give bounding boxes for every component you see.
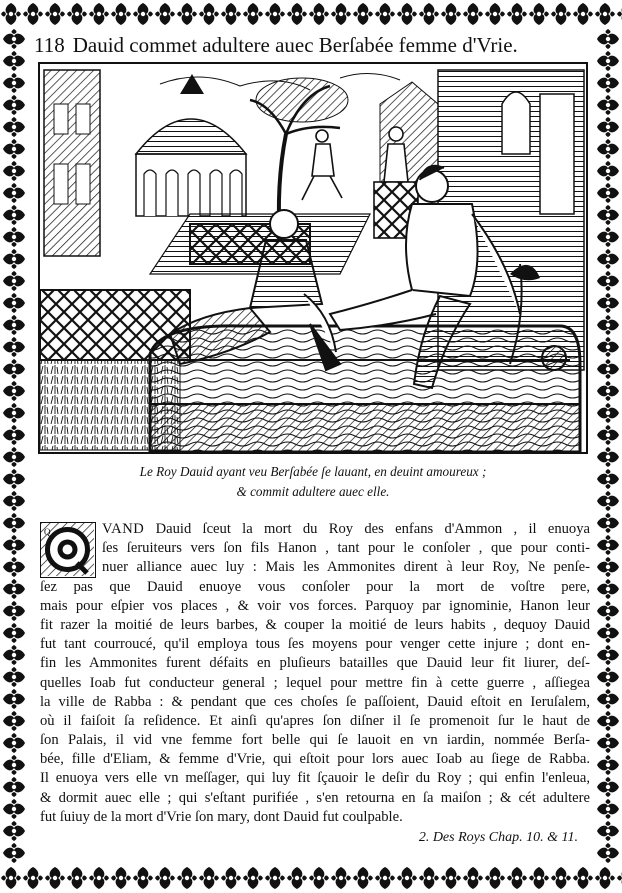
body-line: bée, fille d'Eliam, & femme d'Vrie, qui eſtoit pour lors auec Ioab au ſiege de Rabba.: [40, 751, 590, 768]
ornamental-border-bottom: [0, 864, 622, 893]
body-line: fit razer la moitié de leurs barbes, & couper la moitié de leurs habits , dequoy Dauid: [40, 616, 590, 633]
body-line: fin les Ammonites furent défaits en pluſieurs batailles que Dauid leur fit liurer, deſ-: [40, 655, 590, 672]
page-number: 118: [34, 33, 65, 57]
body-line: fut tant courroucé, qu'il employa tous ſes moyens pour venger cette injure ; dont en-: [40, 636, 590, 653]
body-line: ſes ſeruiteurs vers ſon fils Hanon , tant pour le conſoler , que pour conti-: [102, 540, 590, 557]
body-line: & dormit auec elle ; qui s'eſtant purifiée , s'en retourna en ſa maiſon ; & cét adultere: [40, 789, 590, 806]
chapter-title: Dauid commet adultere auec Berſabée femme d'Vrie.: [72, 33, 518, 57]
body-line: fut ſuiuy de la mort d'Vrie ſon mary, dont Dauid fut coulpable.: [40, 808, 403, 825]
woodcut-illustration: [38, 62, 588, 454]
page-heading: [34, 30, 590, 60]
caption-line-2: & commit adultere auec elle.: [236, 484, 390, 499]
ornamental-border-left: [0, 28, 28, 864]
opening-word: VAND: [102, 521, 145, 537]
body-line: ſon Palais, il vid vne femme fort belle qui ſe lauoit en vn iardin, nommée Berſa-: [40, 732, 590, 749]
body-text: [40, 520, 590, 827]
ornamental-border-right: [594, 28, 622, 864]
body-line: où il faiſoit ſa reſidence. Et ainſi qu'apres ſon diſner il ſe promenoit ſur le haut de: [40, 712, 590, 729]
body-line: la ville de Rabba : & pendant que ces choſes ſe paſſoient, Dauid eſtoit en Ieruſalem,: [40, 693, 590, 710]
body-line: mais pour eſpier vos places , & voir vos forces. Parquoy par ignominie, Hanon leur: [40, 597, 590, 614]
ornamental-border-top: [0, 0, 622, 28]
initial-letter: Q: [44, 527, 51, 537]
illustration-caption: [40, 462, 586, 502]
body-line: nuer alliance auec luy : Mais les Ammonites dirent à leur Roy, Ne penſe-: [102, 559, 590, 576]
body-line: quelles Ioab fut conducteur general ; lequel pour mettre fin à cette guerre , aſſiegea: [40, 674, 590, 691]
scripture-reference: 2. Des Roys Chap. 10. & 11.: [418, 830, 578, 845]
caption-line-1: Le Roy Dauid ayant veu Berſabée ſe lauant, en deuint amoureux ;: [139, 464, 487, 479]
body-line: ſez pas que Dauid enuoye vous conſoler pour la mort de voſtre pere,: [40, 578, 590, 595]
body-line: Il enuoya vers elle vn meſſager, qui luy fit ſçauoir le deſir du Roy ; qui enfin l'enleua,: [40, 770, 590, 787]
body-line: VAND Dauid ſceut la mort du Roy des enfans d'Ammon , il enuoya: [102, 521, 590, 537]
